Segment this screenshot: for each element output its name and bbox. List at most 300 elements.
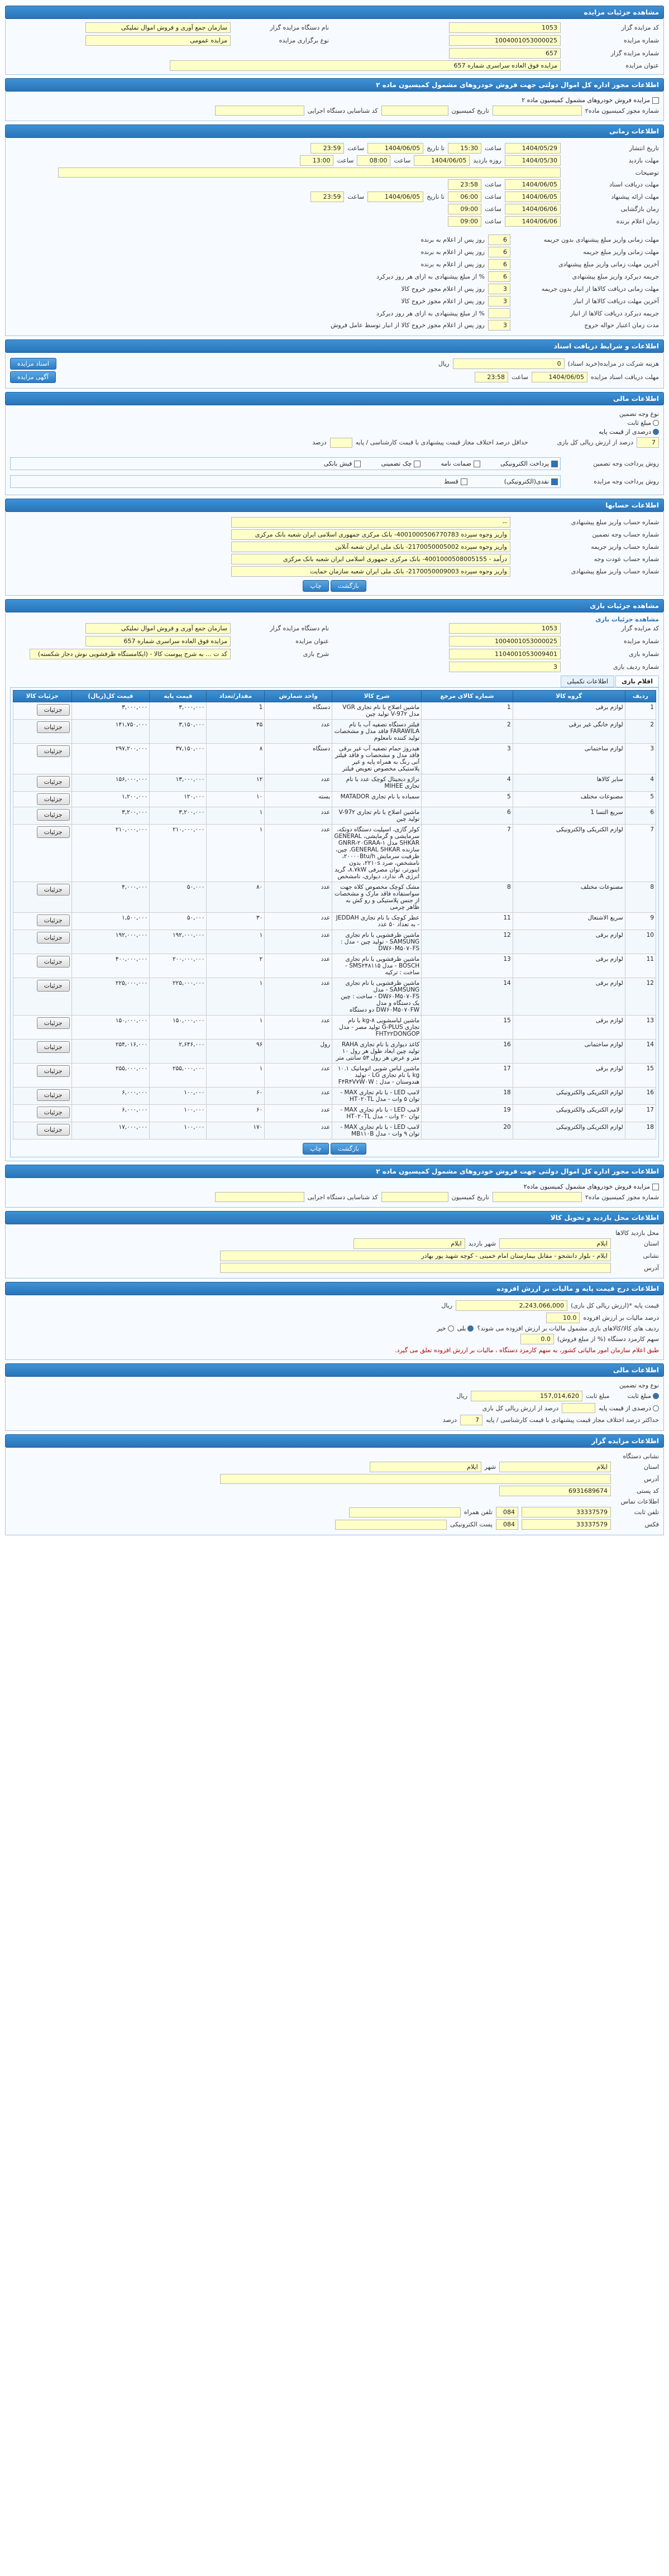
table-row (13, 1122, 656, 1139)
table-cell: ۲۵۴,۰۱۶,۰۰۰ (71, 1040, 150, 1064)
f2-fixed-radio[interactable]: مبلغ ثابت (628, 1392, 659, 1400)
pay-label: روش پرداخت وجه تضمین (593, 460, 659, 467)
table-back-button[interactable]: بازگشت (331, 1143, 366, 1155)
table-cell: لوازم برقی (513, 954, 625, 978)
table-cell: 20 (422, 1122, 513, 1139)
table-row (13, 1088, 656, 1105)
offer-deadline-label: مهلت ارائه پیشنهاد (611, 193, 659, 200)
loc-province-label: استان (643, 1240, 659, 1247)
day-row (10, 234, 659, 245)
p-address-label: آدرس (644, 1475, 659, 1483)
table-cell (13, 702, 72, 720)
table-cell (13, 954, 72, 978)
table-cell: ماشین ظرفشویی با نام تجاری SAMSUNG - مدل DW۶۰M۵۰۷۰FS - ساخت : چین یک دستگاه و مدل DW۶۰M۵۰۷۰FW دو دستگاه (332, 978, 422, 1016)
table-cell: ۲۱۰,۰۰۰,۰۰۰ (71, 825, 150, 882)
table-cell: ۱ (207, 978, 265, 1016)
table-cell: مصنوعات مختلف (513, 882, 625, 913)
p-contact-label: اطلاعات تماس (620, 1498, 659, 1505)
table-cell (13, 720, 72, 744)
pay2-option-checkbox[interactable]: قسط (444, 478, 467, 485)
details-button[interactable]: جزئیات (37, 793, 70, 805)
table-row (13, 882, 656, 913)
table-cell: 19 (422, 1105, 513, 1122)
g-desc-value: کد ت ... به شرح پیوست کالا - (ایکامستگاه ظرفشویی نوش دجاز شکسته) (30, 649, 231, 659)
table-cell: ۶,۰۰۰,۰۰۰ (71, 1105, 150, 1122)
p-city: ایلام (370, 1462, 481, 1472)
account-row (10, 517, 659, 528)
table-cell: فیلتر دستگاه تصفیه آب با نام FARAWILA فاقد مدل و مشخصات تولید کننده نامعلوم (332, 720, 422, 744)
details-button[interactable]: جزئیات (37, 1124, 70, 1136)
p-fax: 33337579 (522, 1519, 611, 1530)
account-value: واریز وجوه سپرده 2170050009003- بانک ملی ایران شعبه سازمان حمایت (231, 566, 510, 577)
details-button[interactable]: جزئیات (37, 914, 70, 926)
publish-date: 1404/05/29 (505, 143, 561, 154)
permit-checkbox[interactable]: مزایده فروش خودروهای مشمول کمیسیون ماده ۲ (522, 97, 659, 104)
org-value: سازمان جمع آوری و فروش اموال تملیکی (85, 22, 231, 33)
table-cell: عدد (265, 913, 332, 930)
table-row (13, 774, 656, 792)
table-cell: 7 (422, 825, 513, 882)
table-cell: عدد (265, 825, 332, 882)
table-cell: لوازم ساختمانی (513, 744, 625, 774)
financial-header: اطلاعات مالی (5, 392, 664, 405)
table-cell: دستگاه (265, 744, 332, 774)
g-gnum-label: شماره بازی (629, 650, 659, 658)
guarantee-label: نوع وجه تضمین (619, 410, 659, 418)
details-button[interactable]: جزئیات (37, 704, 70, 716)
permit-num-label: شماره مجوز کمیسیون ماده۲ (585, 107, 659, 114)
p-address (220, 1474, 611, 1484)
items-header-row (13, 691, 656, 702)
day-value: 3 (488, 284, 510, 294)
visit-time2-label: ساعت (337, 157, 354, 164)
table-cell: ۲۵۵,۰۰۰,۰۰۰ (150, 1064, 207, 1088)
p-email-label: پست الکترونیکی (450, 1521, 493, 1528)
timing-header: اطلاعات زمانی (5, 125, 664, 138)
table-cell: لوازم برقی (513, 978, 625, 1016)
details-button[interactable]: جزئیات (37, 1107, 70, 1118)
day-row (10, 308, 659, 318)
publish-time: 15:30 (448, 143, 481, 154)
g-anum-label: شماره مزایده (623, 638, 659, 645)
day-label: مهلت زمانی واریز مبلغ جریمه (583, 248, 659, 256)
visit-date: 1404/05/30 (505, 155, 561, 166)
table-cell: ۱ (207, 930, 265, 954)
table-cell: ۱۵۶,۰۰۰,۰۰۰ (71, 774, 150, 792)
table-cell: عدد (265, 1016, 332, 1040)
table-cell: 10 (625, 930, 656, 954)
table-cell (13, 1122, 72, 1139)
table-cell: 7 (625, 825, 656, 882)
table-cell: 15 (422, 1016, 513, 1040)
account-label: شماره حساب واریز مبلغ پیشنهادی (571, 519, 659, 526)
table-cell: ماشین ظرفشویی با نام تجاری BOSCH - مدل SMS۲۴۸۱۱۵ - ساخت : ترکیه (332, 954, 422, 978)
table-cell: ۲۱۰,۰۰۰,۰۰۰ (150, 825, 207, 882)
table-cell: ۱۵۰,۰۰۰,۰۰۰ (71, 1016, 150, 1040)
table-cell: 8 (625, 882, 656, 913)
table-cell: ۲ (207, 954, 265, 978)
docs-button[interactable]: اسناد مزایده (10, 358, 56, 370)
f2-pct-value (562, 1403, 595, 1413)
items-frame (10, 687, 659, 1157)
pay2-option-checkbox[interactable]: نقدی(الکترونیکی) (504, 478, 558, 485)
details-button[interactable]: جزئیات (37, 956, 70, 968)
p-org-label: نشانی دستگاه (623, 1453, 659, 1460)
table-row (13, 807, 656, 825)
table-cell: دستگاه (265, 702, 332, 720)
table-cell: عدد (265, 1105, 332, 1122)
table-cell (13, 807, 72, 825)
code-value: 1053 (449, 22, 561, 33)
validity-time-label: ساعت (485, 218, 501, 225)
visit-to-date: 1404/06/05 (414, 155, 470, 166)
visit-time: 13:00 (300, 155, 333, 166)
day-value: 6 (488, 271, 510, 282)
table-row (13, 954, 656, 978)
table-cell: سمباده با نام تجاری MATADOR (332, 792, 422, 807)
details-button[interactable]: جزئیات (37, 1041, 70, 1053)
day-suffix: روز پس از اعلام مجوز خروج کالا (401, 298, 485, 305)
p-mobile (349, 1507, 461, 1517)
details-button[interactable]: جزئیات (37, 721, 70, 733)
table-cell: 16 (625, 1088, 656, 1105)
open-label: زمان بازگشایی (620, 205, 659, 213)
financial-section (5, 405, 664, 495)
table-row (13, 978, 656, 1016)
table-cell: لوازم الکتریکی والکترونیکی (513, 825, 625, 882)
table-row (13, 720, 656, 744)
pay-option-checkbox[interactable]: پرداخت الکترونیکی (500, 460, 558, 467)
code-label: کد مزایده گزار (621, 24, 659, 31)
table-cell: 17 (422, 1064, 513, 1088)
table-cell: ۱۰۰,۰۰۰ (150, 1088, 207, 1105)
pay-options (10, 457, 561, 470)
table-cell: بسته (265, 792, 332, 807)
g-title-label: عنوان مزایده (295, 638, 329, 645)
table-cell (13, 792, 72, 807)
table-cell: ۲۹۷,۲۰۰,۰۰۰ (71, 744, 150, 774)
table-cell: ۱ (207, 1064, 265, 1088)
validity-time: 09:00 (448, 216, 481, 227)
table-cell: عدد (265, 1122, 332, 1139)
g-anum-value: 1004001053000025 (449, 636, 561, 647)
table-cell (13, 1088, 72, 1105)
tab-items[interactable]: اقلام بازی (615, 676, 659, 687)
table-cell: 15 (625, 1064, 656, 1088)
g-desc-label: شرح بازی (303, 650, 329, 658)
table-cell: ماشین ظرفشویی با نام تجاری SAMSUNG - تولید چین - مدل : DW۶۰M۵۰۷۰FS (332, 930, 422, 954)
details-button[interactable]: جزئیات (37, 1017, 70, 1029)
table-cell (13, 744, 72, 774)
table-cell: عدد (265, 720, 332, 744)
table-cell: ۱۳,۰۰۰,۰۰۰ (150, 774, 207, 792)
table-cell: 11 (625, 954, 656, 978)
percent-radio[interactable]: درصدی از قیمت پایه (599, 428, 659, 435)
account-row (10, 542, 659, 552)
table-cell: ۱,۲۰۰,۰۰۰ (71, 792, 150, 807)
day-value: 3 (488, 320, 510, 331)
table-cell (13, 1016, 72, 1040)
table-cell: ۳,۰۰۰,۰۰۰ (150, 702, 207, 720)
column-header: قیمت کل(ریال) (71, 691, 150, 702)
details-button[interactable]: جزئیات (37, 809, 70, 821)
account-row (10, 566, 659, 577)
table-cell (13, 978, 72, 1016)
provider-header: اطلاعات مزایده گزار (5, 1434, 664, 1448)
table-cell: ماشین اصلاح با نام تجاری VGR مدل V-97۲ تولید چین (332, 702, 422, 720)
table-row (13, 1064, 656, 1088)
permit-num-value (493, 106, 582, 116)
table-row (13, 744, 656, 774)
accounts-back-button[interactable]: بازگشت (331, 580, 366, 592)
table-cell: لوازم برقی (513, 702, 625, 720)
day-label: مدت زمان اعتبار حواله خروج (584, 322, 659, 329)
p-fax-code: 084 (496, 1519, 518, 1530)
day-suffix: روز پس از اعلام مجوز خروج کالا (401, 285, 485, 293)
table-cell: ۱۷,۰۰۰,۰۰۰ (71, 1122, 150, 1139)
table-cell (13, 1040, 72, 1064)
table-cell: سریع التسا 1 (513, 807, 625, 825)
items-body (13, 702, 656, 1139)
table-row (13, 825, 656, 882)
table-cell: ۶۰ (207, 1088, 265, 1105)
table-cell: ۱ (207, 807, 265, 825)
permit-date-value (381, 106, 448, 116)
account-label: شماره حساب عودت وجه (594, 556, 659, 563)
permit2-num-value (493, 1192, 582, 1202)
p-postal: 6931689674 (499, 1486, 611, 1496)
table-cell (13, 1064, 72, 1088)
table-cell: ۱,۵۰۰,۰۰۰ (71, 913, 150, 930)
day-label: آخرین مهلت دریافت کالاها از انبار (573, 298, 659, 305)
account-label: شماره حساب وجه تضمین (592, 531, 659, 538)
table-cell: ۱۲۰,۰۰۰ (150, 792, 207, 807)
permit-id-value (215, 106, 304, 116)
pay2-label: روش پرداخت وجه مزایده (594, 478, 659, 485)
doc-deadline-label: مهلت دریافت اسناد (609, 181, 659, 188)
details-button[interactable]: جزئیات (37, 826, 70, 838)
account-label: شماره حساب واریز جریمه (591, 543, 659, 550)
org-label: نام دستگاه مزایده گزار (270, 24, 329, 31)
visit-to-time: 08:00 (357, 155, 390, 166)
table-cell: ۸۰ (207, 882, 265, 913)
table-cell: 13 (422, 954, 513, 978)
p-fax-label: فکس (644, 1521, 659, 1528)
tax-unit: ریال (441, 1302, 453, 1309)
day-suffix: % از مبلغ پیشنهادی به ازای هر روز دیرکرد (376, 309, 485, 317)
account-value: واریز وجوه سپرده 4001000506770783- بانک مرکزی جمهوری اسلامی ایران شعبه بانک مرکزی (231, 529, 510, 540)
table-cell: ۱۹۲,۰۰۰,۰۰۰ (150, 930, 207, 954)
offer-to-time: 23:59 (310, 191, 344, 202)
vat-no-radio[interactable]: خیر (437, 1325, 453, 1332)
table-cell: 1 (207, 702, 265, 720)
table-cell: 12 (625, 978, 656, 1016)
account-value: واریز وجوه سپرده 2170050005002- بانک ملی ایران شعبه آنلاین (231, 542, 510, 552)
f2-fixed-label: مبلغ ثابت (586, 1392, 610, 1400)
column-header: شماره کالای مرجع (422, 691, 513, 702)
tax-warning: طبق اعلام سازمان امور مالیاتی کشور، به سهم کارمزد دستگاه ، مالیات بر ارزش افزوده تعلق می گیرد. (395, 1347, 659, 1354)
details-button[interactable]: جزئیات (37, 776, 70, 788)
financial2-section (5, 1377, 664, 1431)
table-cell (13, 882, 72, 913)
day-label: جریمه دیرکرد دریافت کالاها از انبار (570, 309, 659, 317)
table-cell: ۲۲۵,۰۰۰,۰۰۰ (71, 978, 150, 1016)
tab-extra[interactable]: اطلاعات تکمیلی (561, 676, 614, 687)
details-button[interactable]: جزئیات (37, 884, 70, 896)
docs-header: اطلاعات و شرایط دریافت اسناد (5, 339, 664, 353)
table-cell: ۱۷۰ (207, 1122, 265, 1139)
percent-min-label: حداقل درصد اختلاف مجاز قیمت پیشنهادی با قیمت کارشناسی / پایه (355, 439, 528, 446)
game-section (5, 612, 664, 1161)
table-cell: ۱۰ (207, 792, 265, 807)
pay2-options (10, 475, 561, 488)
table-cell: ۴۰۰,۰۰۰,۰۰۰ (71, 954, 150, 978)
day-value (488, 308, 510, 318)
permit2-header: اطلاعات مجوز اداره کل اموال دولتی جهت فروش خودروهای مشمول کمیسیون ماده ۲ (5, 1165, 664, 1178)
fixed-radio[interactable]: مبلغ ثابت (628, 419, 659, 427)
number2-value: 657 (449, 48, 561, 59)
day-row (10, 320, 659, 331)
employee-label: سهم کارمزد دستگاه (% از مبلغ فروش) (557, 1335, 659, 1343)
day-value: 6 (488, 259, 510, 270)
table-cell: 1 (625, 702, 656, 720)
details-button[interactable]: جزئیات (37, 1065, 70, 1077)
permit2-num-label: شماره مجوز کمیسیون ماده۲ (585, 1193, 659, 1201)
open-date: 1404/06/06 (505, 204, 561, 214)
table-row (13, 792, 656, 807)
publish-to-time-label: ساعت (347, 145, 365, 152)
account-value: -- (231, 517, 510, 528)
details-button[interactable]: جزئیات (37, 745, 70, 757)
notice-button[interactable]: آگهی مزایده (10, 371, 56, 383)
table-cell: ۲,۶۴۶,۰۰۰ (150, 1040, 207, 1064)
accounts-print-button[interactable]: چاپ (303, 580, 329, 592)
number-label: شماره مزایده (623, 37, 659, 44)
tax-base-label: قیمت پایه *(ارزش ریالی کل بازی) (571, 1302, 659, 1309)
day-label: مهلت زمانی دریافت کالاها از انبار بدون جریمه (541, 285, 659, 293)
table-cell: ۴۵ (207, 720, 265, 744)
table-cell: ۱۴۱,۷۵۰,۰۰۰ (71, 720, 150, 744)
table-cell: سایر کالاها (513, 774, 625, 792)
vat-q-label: ردیف های کالا/کالاهای بازی مشمول مالیات بر ارزش افزوده می شوند؟ (477, 1325, 659, 1332)
table-cell: عدد (265, 930, 332, 954)
table-cell: عدد (265, 807, 332, 825)
table-cell: لوازم برقی (513, 930, 625, 954)
day-label: مهلت زمانی واریز مبلغ پیشنهادی بدون جریمه (543, 236, 659, 243)
loc-city-label: شهر بازدید (468, 1240, 496, 1247)
provider-section (5, 1448, 664, 1535)
column-header: شرح کالا (332, 691, 422, 702)
loc-sec-label: محل بازدید کالاها (615, 1229, 659, 1237)
g-gnum-value: 1104001053009401 (449, 649, 561, 659)
table-cell: 11 (422, 913, 513, 930)
table-cell (13, 1105, 72, 1122)
day-value: 6 (488, 247, 510, 257)
doc-deadline-date: 1404/06/05 (505, 179, 561, 190)
loc-phone (220, 1263, 611, 1273)
g-code-value: 1053 (449, 623, 561, 634)
day-value: 6 (488, 234, 510, 245)
loc-address: ایلام - بلوار دانشجو - مقابل بیمارستان امام خمینی - کوچه شهید پور بهادر (220, 1251, 611, 1261)
table-cell: عدد (265, 978, 332, 1016)
publish-to-date: 1404/06/05 (367, 143, 423, 154)
table-cell: لوازم الکتریکی والکترونیکی (513, 1088, 625, 1105)
table-cell: 5 (625, 792, 656, 807)
table-cell: ۱۹۲,۰۰۰,۰۰۰ (71, 930, 150, 954)
column-header: قیمت پایه (150, 691, 207, 702)
table-cell: ۲۵۵,۰۰۰,۰۰۰ (71, 1064, 150, 1088)
page (5, 0, 664, 1538)
accounts-header: اطلاعات حسابها (5, 499, 664, 512)
table-cell: ۱ (207, 1016, 265, 1040)
pct-field-label: درصد از ارزش ریالی کل بازی (557, 439, 633, 446)
table-cell: ۱ (207, 825, 265, 882)
day-suffix: روز پس از اعلام به برنده (420, 248, 485, 256)
doc-date: 1404/06/05 (532, 372, 587, 382)
f2-fixed-value: 157,014,620 (471, 1391, 582, 1401)
permit2-checkbox[interactable]: مزایده فروش خودروهای مشمول کمیسیون ماده۲ (524, 1183, 659, 1190)
permit2-section (5, 1178, 664, 1208)
day-row (10, 271, 659, 282)
permit2-date-label: تاریخ کمیسیون (451, 1193, 489, 1201)
employee-value: 0.0 (520, 1334, 554, 1344)
table-cell: لوازم برقی (513, 1064, 625, 1088)
table-cell: کولر گازی، اسپلیت دستگاه دوتکه، سرمایشی و گرمایشی، GENERAL SHKAR مدل GNRR-۲۰GRAA-۱ سازنده GENERAL SHKAR، چین، ظرفیت سرمایش ۲۰۰۰۰Btu/h، نامشخص، صرد ۲۲۱۰s، بدون اینورتر، توان مصرفی ۸.۷kW، گرید انرژی A، ندارد، دیواری، نامشخص (332, 825, 422, 882)
table-cell: ماشین لباس شویی اتوماتیک ۱۰.۱ kg با نام تجاری LG - تولید هندوستان - مدل : F۴R۴V۷W۰W (332, 1064, 422, 1088)
table-print-button[interactable]: چاپ (303, 1143, 329, 1155)
table-cell: ماشین اصلاح با نام تجاری V-97۲ تولید چین (332, 807, 422, 825)
items-table (13, 690, 656, 1139)
table-cell: 6 (625, 807, 656, 825)
table-cell: 13 (625, 1016, 656, 1040)
day-suffix: روز پس از اعلام به برنده (420, 236, 485, 243)
table-row (13, 930, 656, 954)
table-cell: 6 (422, 807, 513, 825)
table-cell: هیدروژ حمام تصفیه آب غیر برقی فاقد مدل و مشخصات و فاقد فیلتر آنی رنگ به همراه پایه و غیر پلاستیکی مخصوص تعویض فیلتر (332, 744, 422, 774)
visit-label: مهلت بازدید (628, 157, 659, 164)
table-cell: لوازم الکتریکی والکترونیکی (513, 1122, 625, 1139)
pay-option-checkbox[interactable]: فیش بانکی (324, 460, 361, 467)
tax-base: 2,243,066,000 (456, 1300, 567, 1311)
offer-to-time-label: ساعت (347, 193, 365, 200)
table-cell: لوازم ساختمانی (513, 1040, 625, 1064)
tax-section (5, 1295, 664, 1360)
table-cell: ۱۰۰,۰۰۰ (150, 1122, 207, 1139)
g-row-value: 3 (449, 662, 561, 672)
f2-min-label: حداکثر درصد اختلاف مجاز قیمت پیشنهادی با قیمت کارشناسی / پایه (486, 1416, 659, 1424)
table-row (13, 913, 656, 930)
permit-id-label: کد شناسایی دستگاه اجرایی (307, 107, 378, 114)
accounts-list (10, 517, 659, 577)
pay-option-checkbox[interactable]: چک تضمینی (381, 460, 420, 467)
table-cell (13, 913, 72, 930)
details-button[interactable]: جزئیات (37, 980, 70, 992)
table-cell: عدد (265, 1088, 332, 1105)
g-title-value: مزایده فوق العاده سراسری شماره 657 (85, 636, 231, 647)
details-button[interactable]: جزئیات (37, 932, 70, 944)
offer-deadline-date: 1404/06/05 (505, 191, 561, 202)
loc-province: ایلام (499, 1238, 611, 1249)
f2-percent-radio[interactable]: درصدی از قیمت پایه (599, 1405, 659, 1412)
vat-yes-radio[interactable]: بلی (457, 1325, 474, 1332)
table-cell: لامپ LED - با نام تجاری MAX - توان ۹ وات - مدل MB۱۱۰B (332, 1122, 422, 1139)
g-org-value: سازمان جمع آوری و فروش اموال تملیکی (85, 623, 231, 634)
table-cell: ۵۰,۰۰۰ (150, 913, 207, 930)
details-button[interactable]: جزئیات (37, 1089, 70, 1101)
pay-option-checkbox[interactable]: ضمانت نامه (441, 460, 480, 467)
offer-time-label: ساعت (485, 193, 501, 200)
offer-to-date: 1404/06/05 (367, 191, 423, 202)
